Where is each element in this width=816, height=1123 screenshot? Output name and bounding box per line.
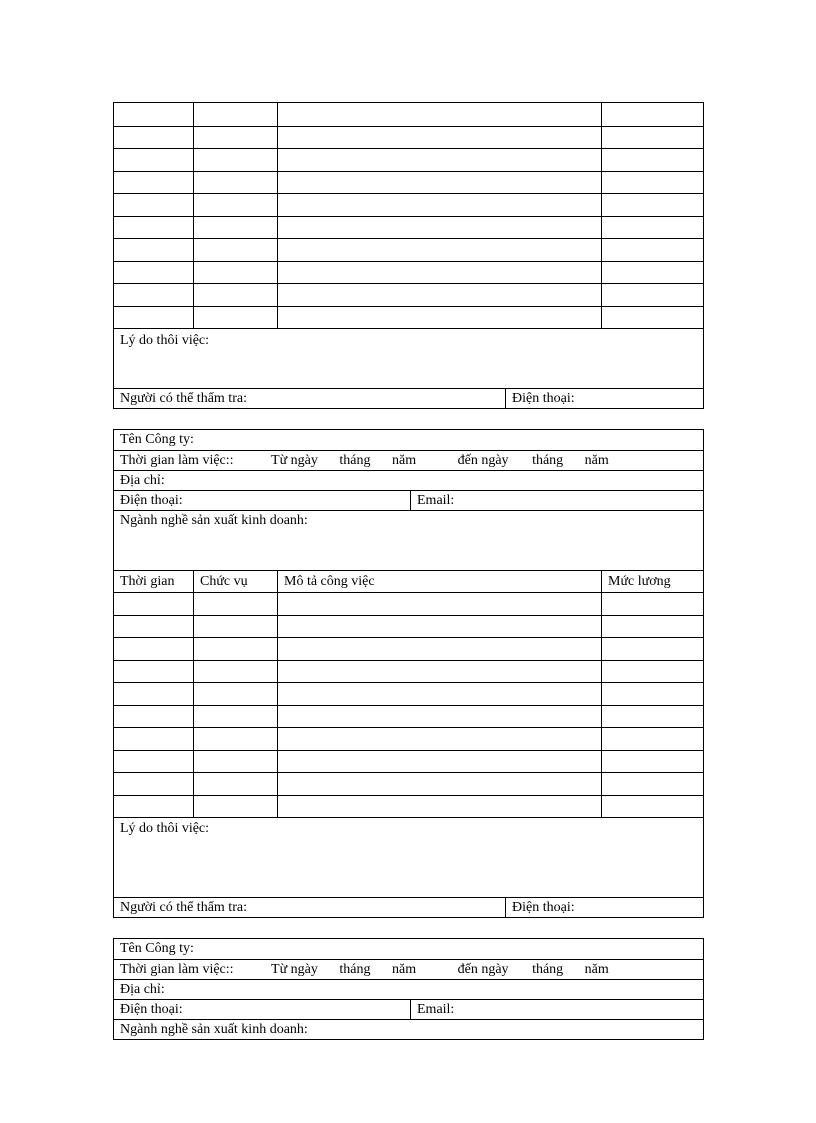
cell-time[interactable]	[114, 638, 193, 660]
cell-position[interactable]	[193, 284, 277, 306]
email-label: Email:	[417, 1002, 455, 1017]
cell-position[interactable]	[193, 217, 277, 239]
email-label: Email:	[417, 493, 455, 508]
job-grid	[114, 103, 703, 328]
period-label: Thời gian làm việc::	[120, 453, 234, 468]
table-row	[114, 103, 703, 126]
header-time: Thời gian	[120, 574, 175, 589]
cell-position[interactable]	[193, 307, 277, 329]
work-history-block-2	[113, 429, 704, 918]
cell-time[interactable]	[114, 796, 193, 818]
cell-description[interactable]	[277, 103, 601, 126]
cell-salary[interactable]	[601, 194, 703, 216]
period-row	[114, 959, 703, 979]
verifier-field[interactable]	[114, 898, 505, 917]
header-position: Chức vụ	[193, 571, 277, 592]
cell-position[interactable]	[193, 728, 277, 750]
company-row	[114, 430, 703, 450]
cell-description[interactable]	[277, 751, 601, 773]
cell-time[interactable]	[114, 706, 193, 728]
from-year-label: năm	[392, 962, 417, 977]
job-header-row	[114, 570, 703, 592]
company-label: Tên Công ty:	[120, 432, 194, 447]
period-field[interactable]	[114, 451, 703, 470]
address-label: Địa chỉ:	[120, 473, 165, 488]
cell-description[interactable]	[277, 262, 601, 284]
phone-field[interactable]	[114, 491, 410, 510]
address-row	[114, 979, 703, 999]
cell-salary[interactable]	[601, 172, 703, 194]
cell-description[interactable]	[277, 194, 601, 216]
from-day-label: Từ ngày	[271, 962, 318, 977]
reason-field[interactable]	[114, 818, 703, 897]
cell-time[interactable]	[114, 751, 193, 773]
industry-row	[114, 510, 703, 570]
company-field[interactable]	[114, 430, 703, 450]
cell-time[interactable]	[114, 127, 193, 149]
from-year-label: năm	[392, 453, 417, 468]
company-row	[114, 939, 703, 959]
cell-description[interactable]	[277, 217, 601, 239]
cell-position[interactable]	[193, 194, 277, 216]
industry-field[interactable]	[114, 511, 703, 570]
cell-time[interactable]	[114, 194, 193, 216]
table-row	[114, 750, 703, 773]
from-day-label: Từ ngày	[271, 453, 318, 468]
cell-time[interactable]	[114, 284, 193, 306]
table-row	[114, 283, 703, 306]
cell-time[interactable]	[114, 773, 193, 795]
verifier-row	[114, 897, 703, 917]
reason-field[interactable]	[114, 329, 703, 388]
table-row	[114, 171, 703, 194]
work-history-block-1	[113, 102, 704, 409]
from-month-label: tháng	[339, 962, 371, 977]
cell-description[interactable]	[277, 773, 601, 795]
contact-row	[114, 490, 703, 510]
table-row	[114, 660, 703, 683]
industry-field[interactable]	[114, 1020, 703, 1039]
cell-time[interactable]	[114, 661, 193, 683]
table-row	[114, 795, 703, 818]
cell-time[interactable]	[114, 217, 193, 239]
cell-position[interactable]	[193, 262, 277, 284]
period-label: Thời gian làm việc::	[120, 962, 234, 977]
company-label: Tên Công ty:	[120, 941, 194, 956]
cell-salary[interactable]	[601, 616, 703, 638]
industry-row	[114, 1019, 703, 1039]
table-row	[114, 592, 703, 615]
from-month-label: tháng	[339, 453, 371, 468]
cell-position[interactable]	[193, 751, 277, 773]
cell-salary[interactable]	[601, 307, 703, 329]
to-day-label: đến ngày	[457, 453, 509, 468]
cell-salary[interactable]	[601, 773, 703, 795]
cell-position[interactable]	[193, 103, 277, 126]
verifier-label: Người có thể thẩm tra:	[120, 391, 247, 406]
verifier-label: Người có thể thẩm tra:	[120, 900, 247, 915]
cell-position[interactable]	[193, 683, 277, 705]
verifier-phone-label: Điện thoại:	[512, 900, 575, 915]
cell-salary[interactable]	[601, 217, 703, 239]
email-field[interactable]	[410, 1000, 703, 1019]
cell-salary[interactable]	[601, 103, 703, 126]
table-row	[114, 261, 703, 284]
address-row	[114, 470, 703, 490]
cell-salary[interactable]	[601, 683, 703, 705]
work-history-block-3	[113, 938, 704, 1040]
cell-description[interactable]	[277, 683, 601, 705]
verifier-phone-field[interactable]	[505, 898, 703, 917]
cell-salary[interactable]	[601, 796, 703, 818]
table-row	[114, 705, 703, 728]
to-month-label: tháng	[532, 962, 564, 977]
cell-salary[interactable]	[601, 127, 703, 149]
period-field[interactable]	[114, 960, 703, 979]
cell-description[interactable]	[277, 149, 601, 171]
cell-salary[interactable]	[601, 239, 703, 261]
cell-description[interactable]	[277, 172, 601, 194]
cell-salary[interactable]	[601, 149, 703, 171]
cell-time[interactable]	[114, 683, 193, 705]
address-field[interactable]	[114, 980, 703, 999]
cell-salary[interactable]	[601, 638, 703, 660]
email-field[interactable]	[410, 491, 703, 510]
verifier-field[interactable]	[114, 389, 505, 408]
industry-label: Ngành nghề sản xuất kinh doanh:	[120, 1022, 308, 1037]
table-row	[114, 126, 703, 149]
table-row	[114, 216, 703, 239]
cell-description[interactable]	[277, 127, 601, 149]
phone-label: Điện thoại:	[120, 1002, 183, 1017]
table-row	[114, 682, 703, 705]
cell-salary[interactable]	[601, 593, 703, 615]
reason-label: Lý do thôi việc:	[120, 333, 210, 348]
to-year-label: năm	[584, 453, 609, 468]
cell-time[interactable]	[114, 172, 193, 194]
period-row	[114, 450, 703, 470]
cell-position[interactable]	[193, 796, 277, 818]
reason-row	[114, 328, 703, 388]
cell-time[interactable]	[114, 307, 193, 329]
address-field[interactable]	[114, 471, 703, 490]
table-row	[114, 727, 703, 750]
company-field[interactable]	[114, 939, 703, 959]
reason-row	[114, 817, 703, 897]
reason-label: Lý do thôi việc:	[120, 821, 210, 836]
cell-time[interactable]	[114, 239, 193, 261]
to-day-label: đến ngày	[457, 962, 509, 977]
cell-time[interactable]	[114, 593, 193, 615]
cell-description[interactable]	[277, 706, 601, 728]
header-salary: Mức lương	[601, 571, 703, 592]
cell-position[interactable]	[193, 239, 277, 261]
cell-position[interactable]	[193, 616, 277, 638]
cell-salary[interactable]	[601, 728, 703, 750]
cell-salary[interactable]	[601, 661, 703, 683]
table-row	[114, 772, 703, 795]
cell-description[interactable]	[277, 728, 601, 750]
cell-description[interactable]	[277, 661, 601, 683]
cell-position[interactable]	[193, 172, 277, 194]
job-grid	[114, 592, 703, 817]
cell-time[interactable]	[114, 616, 193, 638]
cell-time[interactable]	[114, 103, 193, 126]
cell-position[interactable]	[193, 638, 277, 660]
cell-position[interactable]	[193, 593, 277, 615]
header-description: Mô tả công việc	[277, 571, 601, 592]
cell-description[interactable]	[277, 307, 601, 329]
verifier-row	[114, 388, 703, 408]
cell-description[interactable]	[277, 284, 601, 306]
cell-position[interactable]	[193, 773, 277, 795]
cell-position[interactable]	[193, 127, 277, 149]
table-row	[114, 193, 703, 216]
verifier-phone-label: Điện thoại:	[512, 391, 575, 406]
phone-label: Điện thoại:	[120, 493, 183, 508]
cell-description[interactable]	[277, 638, 601, 660]
cell-salary[interactable]	[601, 284, 703, 306]
table-row	[114, 148, 703, 171]
cell-time[interactable]	[114, 728, 193, 750]
cell-position[interactable]	[193, 149, 277, 171]
cell-time[interactable]	[114, 262, 193, 284]
table-row	[114, 637, 703, 660]
cell-description[interactable]	[277, 239, 601, 261]
industry-label: Ngành nghề sản xuất kinh doanh:	[120, 513, 308, 528]
cell-position[interactable]	[193, 706, 277, 728]
to-year-label: năm	[584, 962, 609, 977]
phone-field[interactable]	[114, 1000, 410, 1019]
verifier-phone-field[interactable]	[505, 389, 703, 408]
contact-row	[114, 999, 703, 1019]
table-row	[114, 306, 703, 329]
cell-time[interactable]	[114, 149, 193, 171]
to-month-label: tháng	[532, 453, 564, 468]
cell-salary[interactable]	[601, 706, 703, 728]
address-label: Địa chỉ:	[120, 982, 165, 997]
cell-description[interactable]	[277, 616, 601, 638]
cell-position[interactable]	[193, 661, 277, 683]
cell-salary[interactable]	[601, 751, 703, 773]
cell-description[interactable]	[277, 593, 601, 615]
cell-description[interactable]	[277, 796, 601, 818]
table-row	[114, 615, 703, 638]
cell-salary[interactable]	[601, 262, 703, 284]
table-row	[114, 238, 703, 261]
